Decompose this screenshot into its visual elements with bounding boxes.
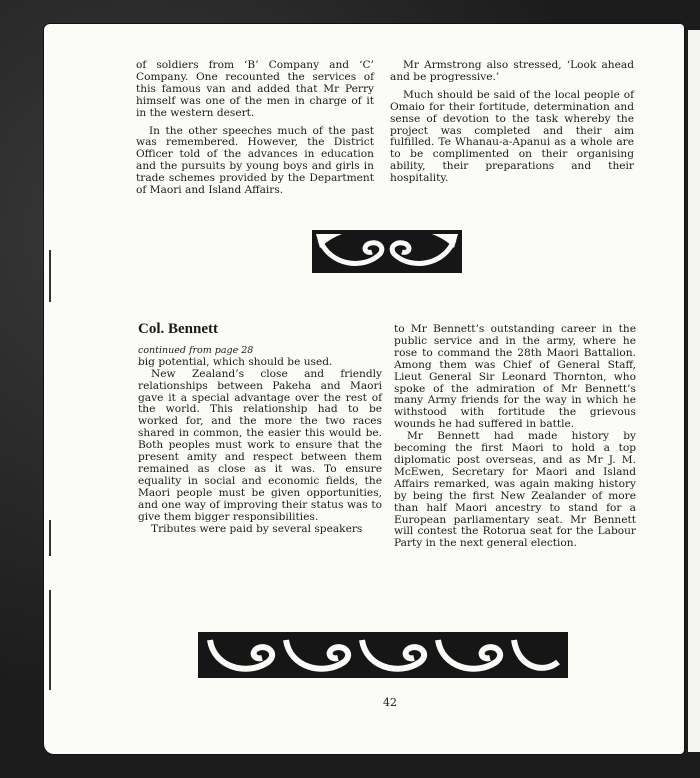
paragraph: of soldiers from ‘B’ Company and ‘C’ Company. One recounted the services of this famous van and added that Mr Perry himself was one of the men in charge of it in the western desert. — [136, 59, 374, 119]
koru-ornament-large — [198, 632, 568, 678]
paragraph: big potential, which should be used. — [138, 355, 333, 368]
paragraph: Mr Bennett had made history by becoming the first Maori to hold a top diplomatic post overseas, and as Mr J. M. McEwen, Secretary for Maori and Island Affairs remarked, was again making history by being the first New Zealander of more than half Maori ancestry to stand for a European parliamentary seat. Mr Bennett will contest the Rotorua seat for the Labour Party in the next general election. — [394, 430, 636, 550]
paragraph: Mr Armstrong also stressed, ‘Look ahead and be progressive.’ — [390, 59, 634, 83]
binding-mark — [49, 590, 51, 690]
top-right-column — [390, 60, 634, 185]
binding-mark — [49, 520, 51, 556]
top-left-column — [136, 60, 374, 197]
continued-note: continued from page 28 — [138, 344, 254, 356]
next-page-edge — [688, 30, 700, 752]
paragraph: New Zealand’s close and friendly relationships between Pakeha and Maori gave it a special advantage over the rest of the world. This relationship had to be worked for, and the more the two races shared in common, the easier this would be. Both peoples must work to ensure that the present amity and respect between them remained as close as it was. To ensure equality in social and economic fields, the Maori people must be given opportunities, and one way of improving their status was to give them bigger responsibilities. — [138, 367, 382, 523]
binding-mark — [49, 250, 51, 302]
paragraph: In the other speeches much of the past was remembered. However, the District Officer told of the advances in education and the pursuits by young boys and girls in trade schemes provided by the Department of Maori and Island Affairs. — [136, 124, 374, 197]
magazine-page — [44, 24, 684, 754]
article-right-column — [394, 324, 636, 550]
article-title: Col. Bennett — [138, 321, 218, 337]
article-left-column — [138, 321, 382, 535]
page-number: 42 — [383, 696, 397, 709]
koru-ornament-small — [312, 230, 462, 273]
paragraph: to Mr Bennett’s outstanding career in the public service and in the army, where he rose to command the 28th Maori Battalion. Among them was Chief of General Staff, Lieut General Sir Leonard Thornton, who spoke of the admiration of Mr Bennett’s many Army friends for the way in which he withstood with fortitude the grievous wounds he had suffered in battle. — [394, 323, 636, 431]
paragraph: Tributes were paid by several speakers — [151, 522, 363, 535]
paragraph: Much should be said of the local people of Omaio for their fortitude, determination and sense of devotion to the task whereby the project was completed and their aim fulfilled. Te Whanau-a-Apanui as a whole are to be complimented on their organising ability, their preparations and their hospitality. — [390, 88, 634, 185]
